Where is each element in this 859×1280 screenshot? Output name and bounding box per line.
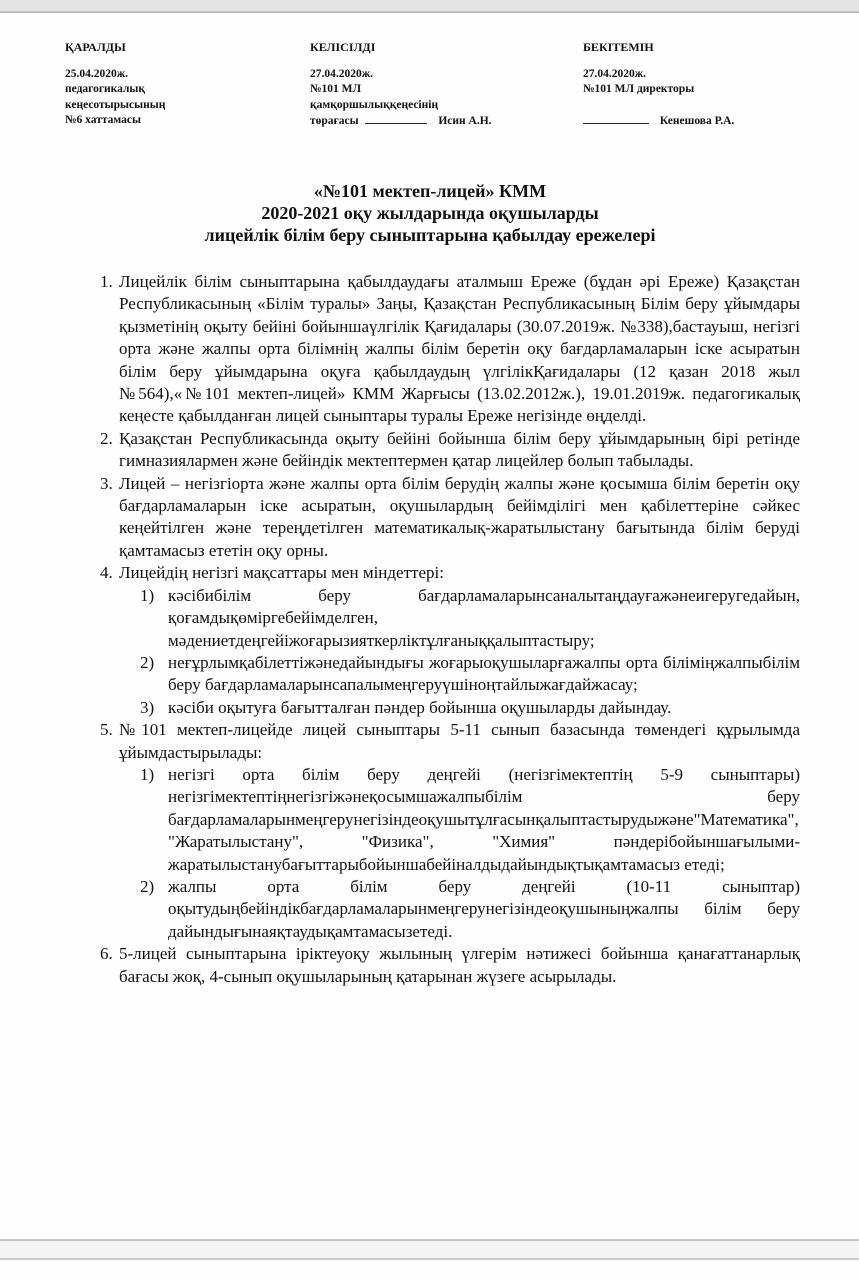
signature-heading: КЕЛІСІЛДІ [310,40,376,54]
viewer-bottom-bar [0,1239,859,1260]
sub-item: 1) кәсібибілім беру бағдарламаларынсаналытаңдауғажәнеигеругедайын, қоғамдықөміргебейімделген, мәдениетдеңгейіжоғарызияткерліктұлғаныққалыптастыру; [140,585,800,650]
sub-list [119,764,800,943]
signature-underline [365,113,427,124]
rules-list [92,271,800,988]
viewer-top-bar [0,0,859,13]
signature-block-approved [583,40,734,130]
document-title [100,180,760,246]
rule-item: 1. Лицейлік білім сыныптарына қабылдаудағы аталмыш Ереже (бұдан әрі Ереже) Қазақстан Республикасының «Білім туралы» Заңы, Қазақстан Республикасының Білім беру ұйымдары қызметінің оқыту бейіні бойыншаүлгілік Қағидалары (30.07.2019ж. №338),бастауыш, негізгі орта және жалпы орта білімнің жалпы білім беретін оқу бағдарламаларын іске асыратын білім беру ұйымдарына оқуға қабылдаудың үлгілікҚағидалары (12 қазан 2018 жыл №564),«№101 мектеп-лицей» КММ Жарғысы (13.02.2012ж.), 19.01.2019ж. педагогикалық кеңесте қабылданған лицей сыныптары туралы Ереже негізінде өңделді. [117,271,800,428]
signature-block-agreed [310,40,492,130]
document-body [92,271,800,988]
sub-item: 1) негізгі орта білім беру деңгейі (негізгімектептің 5-9 сыныптары) негізгімектептіңнегізгіжәнеқосымшажалпыбілім беру бағдарламаларынмеңгерунегізіндеоқушытұлғасынқалыптастырудыжәне"Математика", "Жаратылыстану", "Физика", "Химия" пәндерібойыншағылыми-жаратылыстанубағыттарыбойыншабейіналдыдайындықтықамтамасыз етеді; [140,764,800,874]
signature-block-considered [65,40,165,129]
signature-line: кеңесотырысының [65,98,166,111]
rule-item: 2. Қазақстан Республикасында оқыту бейіні бойынша білім беру ұйымдарының бірі ретінде гимназиялармен және бейіндік мектептермен қатар лицейлер болып табылады. [117,428,800,473]
sub-item: 3) кәсіби оқытуға бағытталған пәндер бойынша оқушыларды дайындау. [140,697,672,717]
signature-role-line [310,113,492,130]
rule-item: 6. 5-лицей сыныптарына іріктеуоқу жылының үлгерім нәтижесі бойынша қанағаттанарлық бағасы жоқ, 4-сынып оқушыларының қатарынан жүзеге асырылады. [117,943,800,988]
rule-item: 3. Лицей – негізгіорта және жалпы орта білім берудің жалпы және қосымша білім беретін оқу бағдарламаларын іске асыратын, оқушылардың бейімділігі мен қабілеттеріне сәйкес кеңейтілген және тереңдетілген математикалық-жаратылыстану бағытында білім беруді қамтамасыз ететін оқу орны. [117,473,800,563]
signature-line: №6 хаттамасы [65,114,142,126]
signature-line: педагогикалық [65,83,146,95]
signatory-name: Исин А.Н. [438,115,492,127]
signatory-name: Кенешова Р.А. [659,115,735,127]
signature-heading: БЕКІТЕМІН [583,40,654,54]
title-line: 2020-2021 оқу жылдарында оқушыларды [261,203,599,223]
signature-date: 25.04.2020ж. [65,67,128,80]
signature-line: №101 МЛ [310,83,362,95]
title-line: лицейлік білім беру сыныптарына қабылдау ережелері [204,225,656,245]
signature-role: төрағасы [310,115,359,127]
signature-line: қамқоршылыққеңесінің [310,98,439,111]
title-line: «№101 мектеп-лицей» КММ [313,181,547,201]
sub-item: 2) неғұрлымқабілеттіжәнедайындығы жоғарыоқушыларғажалпы орта біліміңжалпыбілім беру бағдарламаларынсапалымеңгеруүшіноңтайлыжағдайжасау; [140,652,800,695]
signature-role-line [583,113,734,130]
signature-heading: ҚАРАЛДЫ [65,40,126,54]
sub-list [119,585,800,719]
rule-item: 4. Лицейдің негізгі мақсаттары мен міндеттері: 1) кәсібибілім беру бағдарламаларынсаналытаңдауғажәнеигеругедайын, қоғамдықөміргебейімделген, мәдениетдеңгейіжоғарызияткерліктұлғаныққалыптастыру; 2) неғұрлымқабілеттіжәнедайындығы жоғарыоқушыларғажалпы орта біліміңжалпыбілім беру бағдарламаларынсапалымеңгеруүшіноңтайлыжағдайжасау; 3) кәсіби оқытуға бағытталған пәндер бойынша оқушыларды дайындау. [117,562,800,719]
rule-item: 5. №101 мектеп-лицейде лицей сыныптары 5-11 сынып базасында төмендегі құрылымда ұйымдастырылады: 1) негізгі орта білім беру деңгейі (негізгімектептің 5-9 сыныптары) негізгімектептіңнегізгіжәнеқосымшажалпыбілім беру бағдарламаларынмеңгерунегізіндеоқушытұлғасынқалыптастырудыжәне"Математика", "Жаратылыстану", "Физика", "Химия" пәндерібойыншағылыми-жаратылыстанубағыттарыбойыншабейіналдыдайындықтықамтамасыз етеді; 2) жалпы орта білім беру деңгейі (10-11 сыныптар) оқытудыңбейіндікбағдарламаларынмеңгерунегізіндеоқушыныңжалпы білім беру дайындығынаяқтаудықамтамасызетеді. [117,719,800,943]
signature-underline [583,113,649,124]
signature-line: №101 МЛ директоры [583,83,695,95]
signature-date: 27.04.2020ж. [583,67,646,80]
sub-item: 2) жалпы орта білім беру деңгейі (10-11 сыныптар) оқытудыңбейіндікбағдарламаларынмеңгерунегізіндеоқушыныңжалпы білім беру дайындығынаяқтаудықамтамасызетеді. [140,876,800,941]
signature-date: 27.04.2020ж. [310,67,373,80]
